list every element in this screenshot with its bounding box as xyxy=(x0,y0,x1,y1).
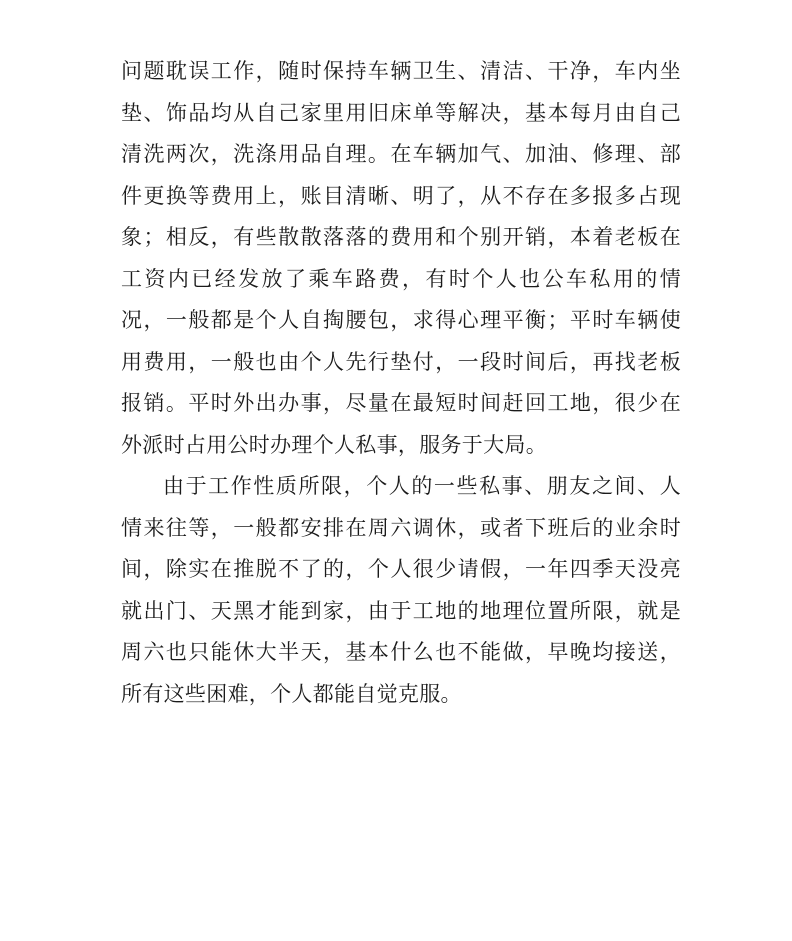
text-line: 件更换等费用上，账目清晰、明了，从不存在多报多占现 xyxy=(121,183,681,208)
paragraph-2 xyxy=(121,466,681,715)
text-line: 用费用，一般也由个人先行垫付，一段时间后，再找老板 xyxy=(121,349,681,374)
text-line: 工资内已经发放了乘车路费，有时个人也公车私用的情 xyxy=(121,266,681,291)
text-line: 问题耽误工作，随时保持车辆卫生、清洁、干净，车内坐 xyxy=(121,59,681,83)
text-line: 象；相反，有些散散落落的费用和个别开销，本着老板在 xyxy=(121,225,681,249)
text-line: 由于工作性质所限，个人的一些私事、朋友之间、人 xyxy=(163,474,681,498)
body-text xyxy=(121,51,681,715)
text-line: 清洗两次，洗涤用品自理。在车辆加气、加油、修理、部 xyxy=(121,142,681,166)
text-line: 垫、饰品均从自己家里用旧床单等解决，基本每月由自己 xyxy=(121,100,681,125)
text-line: 情来往等，一般都安排在周六调休，或者下班后的业余时 xyxy=(121,515,681,540)
text-line: 周六也只能休大半天，基本什么也不能做，早晚均接送， xyxy=(121,640,681,664)
text-line: 报销。平时外出办事，尽量在最短时间赶回工地，很少在 xyxy=(121,391,681,415)
text-line: 外派时占用公时办理个人私事，服务于大局。 xyxy=(121,432,547,457)
text-line: 间，除实在推脱不了的，个人很少请假，一年四季天没亮 xyxy=(121,557,681,581)
text-line: 况，一般都是个人自掏腰包，求得心理平衡；平时车辆使 xyxy=(121,308,681,332)
paragraph-1 xyxy=(121,51,681,466)
text-line: 就出门、天黑才能到家，由于工地的地理位置所限，就是 xyxy=(121,598,681,623)
text-line: 所有这些困难，个人都能自觉克服。 xyxy=(121,681,462,706)
